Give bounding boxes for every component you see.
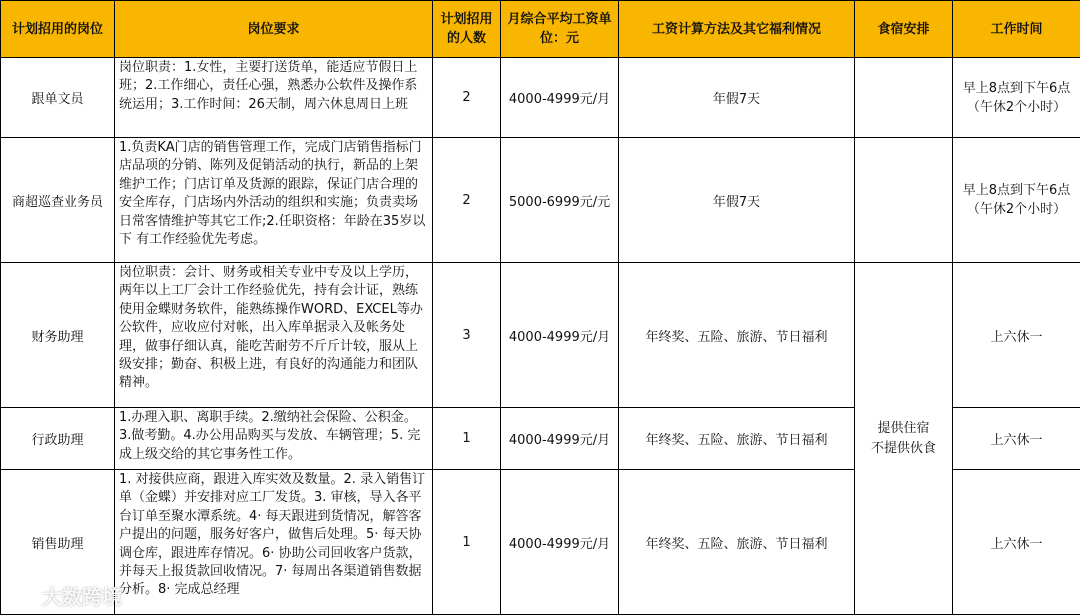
work-time-cell: 上六休一 — [953, 470, 1080, 615]
benefits-cell: 年终奖、五险、旅游、节日福利 — [619, 470, 855, 615]
headcount-cell: 1 — [433, 408, 501, 470]
work-time-cell — [953, 138, 1080, 263]
salary-cell: 4000-4999元/月 — [501, 470, 619, 615]
accommodation-cell-top — [855, 58, 953, 138]
accommodation-line-1: 提供住宿 — [859, 419, 948, 439]
header-requirements: 岗位要求 — [115, 1, 433, 58]
header-salary: 月综合平均工资单位：元 — [501, 1, 619, 58]
work-time-line-2: （午休2个小时） — [957, 200, 1076, 219]
headcount-cell: 1 — [433, 470, 501, 615]
header-accommodation: 食宿安排 — [855, 1, 953, 58]
watermark-text: 大数跨境 — [42, 581, 122, 610]
headcount-cell: 2 — [433, 58, 501, 138]
requirements-cell: 岗位职责：1.女性，主要打送货单，能适应节假日上班；2.工作细心，责任心强，熟悉办公软件及操作系统运用；3.工作时间：26天制，周六休息周日上班 — [115, 58, 433, 138]
position-cell: 商超巡查业务员 — [1, 138, 115, 263]
benefits-cell: 年终奖、五险、旅游、节日福利 — [619, 408, 855, 470]
work-time-cell: 上六休一 — [953, 263, 1080, 408]
header-benefits: 工资计算方法及其它福利情况 — [619, 1, 855, 58]
salary-cell: 5000-6999元/元 — [501, 138, 619, 263]
work-time-cell: 上六休一 — [953, 408, 1080, 470]
benefits-cell: 年假7天 — [619, 58, 855, 138]
requirements-cell: 1.办理入职、离职手续。2.缴纳社会保险、公积金。3.做考勤。4.办公用品购买与发放、车辆管理；5. 完成上级交给的其它事务性工作。 — [115, 408, 433, 470]
header-headcount: 计划招用的人数 — [433, 1, 501, 58]
position-cell: 销售助理 — [1, 470, 115, 615]
accommodation-cell — [855, 263, 953, 615]
accommodation-line-2: 不提供伙食 — [859, 439, 948, 459]
header-work-time: 工作时间 — [953, 1, 1080, 58]
header-row — [1, 1, 1080, 58]
position-cell: 行政助理 — [1, 408, 115, 470]
position-cell: 跟单文员 — [1, 58, 115, 138]
headcount-cell: 2 — [433, 138, 501, 263]
header-position: 计划招用的岗位 — [1, 1, 115, 58]
work-time-line-1: 早上8点到下午6点 — [957, 79, 1076, 98]
table-row — [1, 58, 1080, 138]
requirements-cell: 1. 对接供应商，跟进入库实效及数量。2. 录入销售订单（金蝶）并安排对应工厂发货。3. 审核，导入各平台订单至聚水潭系统。4· 每天跟进到货情况，解答客户提出的问题，服务好客户，做售后处理。5· 每天协调仓库，跟进库存情况。6· 协助公司回收客户货款，并每天上报货款回收情况。7· 每周出各渠道销售数据分析。8· 完成总经理 — [115, 470, 433, 615]
table-row — [1, 138, 1080, 263]
accommodation-cell-upper — [855, 138, 953, 263]
salary-cell: 4000-4999元/月 — [501, 58, 619, 138]
table-row — [1, 263, 1080, 408]
benefits-cell: 年假7天 — [619, 138, 855, 263]
work-time-line-2: （午休2个小时） — [957, 98, 1076, 117]
salary-cell: 4000-4999元/月 — [501, 263, 619, 408]
position-cell: 财务助理 — [1, 263, 115, 408]
benefits-cell: 年终奖、五险、旅游、节日福利 — [619, 263, 855, 408]
requirements-cell: 岗位职责：会计、财务或相关专业中专及以上学历，两年以上工厂会计工作经验优先，持有会计证，熟练使用金蝶财务软件，能熟练操作WORD、EXCEL等办公软件，应收应付对帐，出入库单据录入及帐务处理，做事仔细认真，能吃苦耐劳不斤斤计较，服从上级安排；勤奋、积极上进，有良好的沟通能力和团队精神。 — [115, 263, 433, 408]
headcount-cell: 3 — [433, 263, 501, 408]
work-time-line-1: 早上8点到下午6点 — [957, 181, 1076, 200]
requirements-cell: 1.负责KA门店的销售管理工作，完成门店销售指标门店品项的分销、陈列及促销活动的执行，新品的上架维护工作；门店订单及货源的跟踪，保证门店合理的安全库存，门店场内外活动的组织和实施；负责卖场日常客情维护等其它工作;2.任职资格：年龄在35岁以下 有工作经验优先考虑。 — [115, 138, 433, 263]
work-time-cell — [953, 58, 1080, 138]
salary-cell: 4000-4999元/月 — [501, 408, 619, 470]
